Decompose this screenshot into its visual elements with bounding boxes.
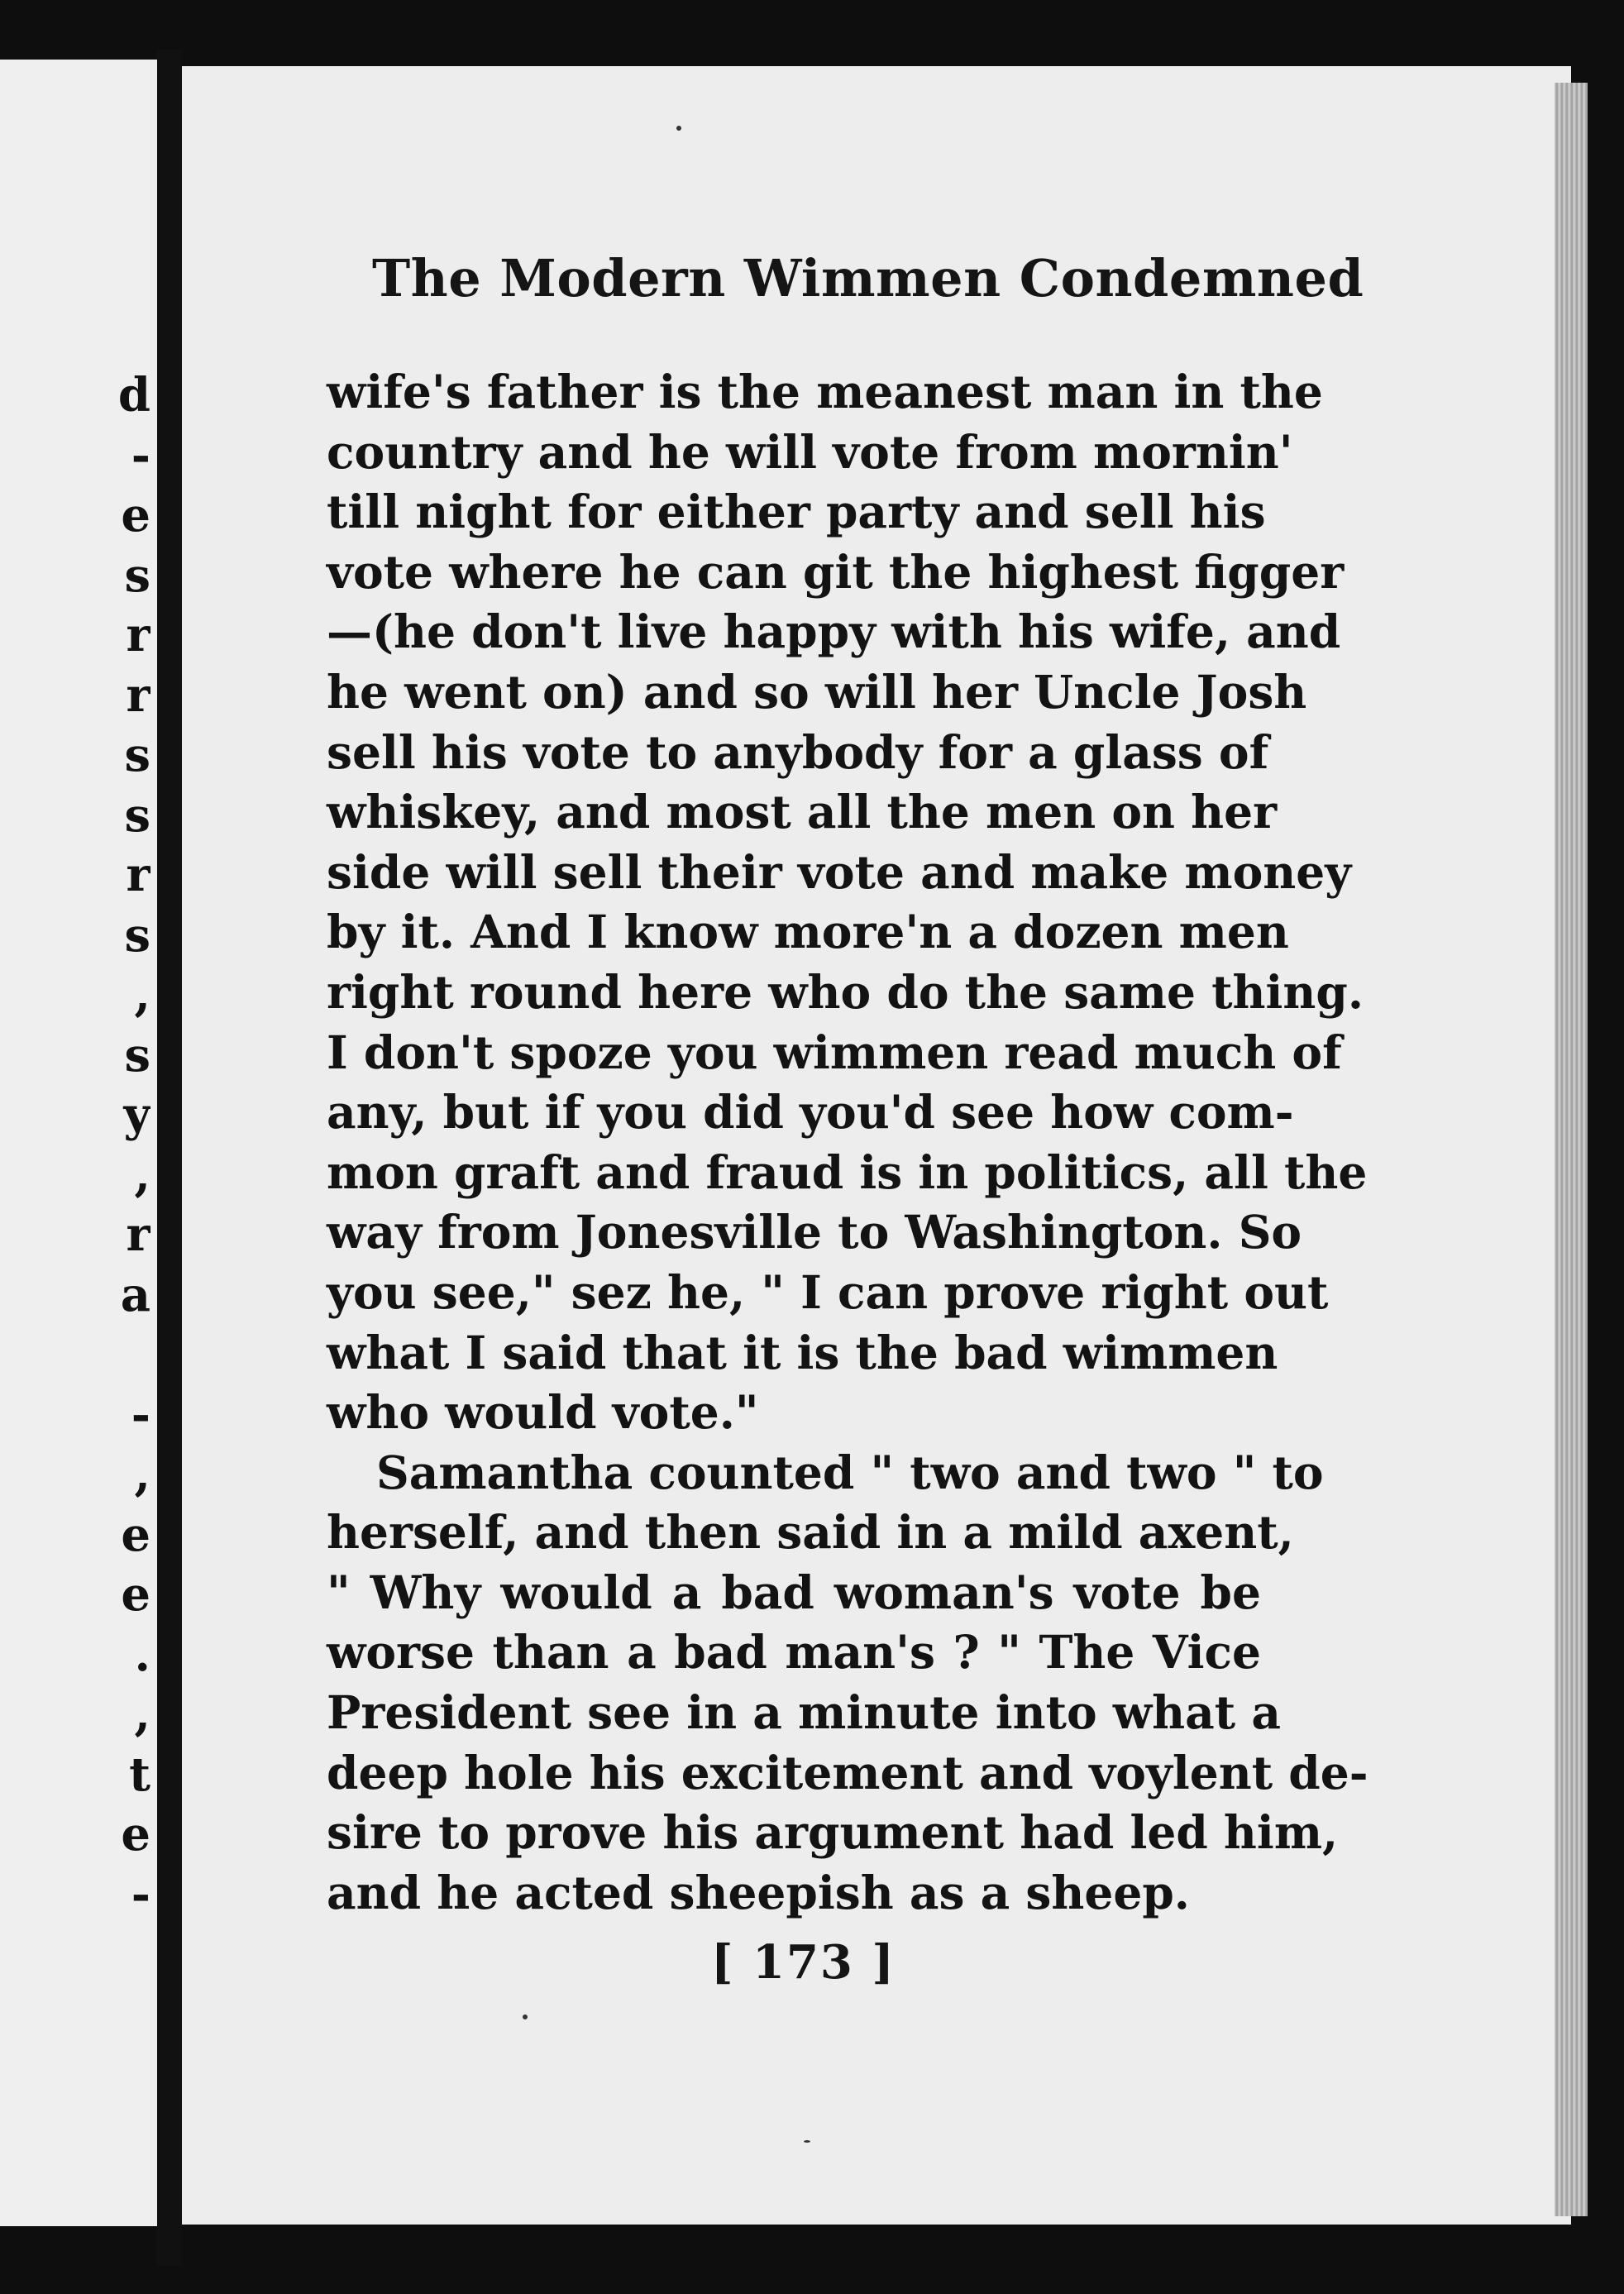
fragment-line: t xyxy=(129,1747,150,1802)
fragment-line: s xyxy=(124,787,150,843)
fragment-line: , xyxy=(134,1687,150,1742)
fragment-line: e xyxy=(121,1807,150,1861)
fragment-line: r xyxy=(126,848,150,902)
body-text xyxy=(327,362,1368,1923)
fragment-line: e xyxy=(121,1567,150,1622)
running-head: The Modern Wimmen Condemned xyxy=(372,248,1364,308)
text-line: President see in a minute into what a xyxy=(327,1685,1281,1740)
fragment-line: e xyxy=(121,1507,150,1562)
text-line: country and he will vote from mornin' xyxy=(327,424,1293,479)
text-line: worse than a bad man's ? " The Vice xyxy=(327,1625,1261,1680)
text-line: who would vote." xyxy=(327,1385,759,1440)
dust-speck xyxy=(676,126,681,131)
fragment-line xyxy=(101,1325,150,1385)
previous-page-text-fragment xyxy=(101,366,157,1924)
fragment-line: , xyxy=(134,968,150,1022)
text-line: way from Jonesville to Washington. So xyxy=(327,1205,1302,1259)
text-line: and he acted sheepish as a sheep. xyxy=(327,1865,1190,1919)
text-line: side will sell their vote and make money xyxy=(327,844,1352,899)
text-line: by it. And I know more'n a dozen men xyxy=(327,905,1289,959)
fragment-line: e xyxy=(121,488,150,542)
text-line: sell his vote to anybody for a glass of xyxy=(327,724,1269,779)
book-gutter xyxy=(157,50,182,2266)
dust-speck xyxy=(804,2140,810,2143)
text-line: you see," sez he, " I can prove right out xyxy=(327,1264,1329,1319)
fragment-line: - xyxy=(131,1387,150,1442)
text-line: any, but if you did you'd see how com- xyxy=(327,1085,1294,1140)
fragment-line: y xyxy=(123,1087,150,1142)
text-line: he went on) and so will her Uncle Josh xyxy=(327,664,1307,719)
fragment-line: - xyxy=(131,1866,150,1922)
dust-speck xyxy=(523,2014,528,2019)
fragment-line: a xyxy=(120,1267,150,1322)
text-line: deep hole his excitement and voylent de- xyxy=(327,1745,1368,1799)
fragment-line: r xyxy=(126,608,150,662)
fragment-line: s xyxy=(124,907,150,963)
page-edge-stack xyxy=(1555,83,1588,2216)
text-line: mon graft and fraud is in politics, all the xyxy=(327,1145,1368,1199)
text-line: till night for either party and sell his xyxy=(327,485,1266,539)
text-line: —(he don't live happy with his wife, and xyxy=(327,605,1341,659)
text-line: I don't spoze you wimmen read much of xyxy=(327,1025,1342,1079)
text-line: vote where he can git the highest figger xyxy=(327,544,1345,599)
fragment-line: , xyxy=(134,1447,150,1502)
text-line: " Why would a bad woman's vote be xyxy=(327,1565,1261,1619)
text-line: whiskey, and most all the men on her xyxy=(327,785,1278,839)
text-line: sire to prove his argument had led him, xyxy=(327,1805,1339,1860)
fragment-line: . xyxy=(134,1627,150,1682)
text-line: Samantha counted " two and two " to xyxy=(376,1445,1324,1499)
fragment-line: s xyxy=(124,547,150,603)
fragment-line: d xyxy=(117,368,150,423)
previous-page xyxy=(0,60,157,2226)
text-line: wife's father is the meanest man in the xyxy=(327,365,1323,418)
fragment-line: - xyxy=(131,428,150,483)
fragment-line: s xyxy=(124,728,150,782)
text-line: herself, and then said in a mild axent, xyxy=(327,1505,1294,1560)
fragment-line: r xyxy=(126,1207,150,1262)
text-line: right round here who do the same thing. xyxy=(327,964,1364,1019)
text-line: what I said that it is the bad wimmen xyxy=(327,1325,1278,1379)
page-number: [ 173 ] xyxy=(711,1935,896,1990)
fragment-line: , xyxy=(134,1147,150,1202)
fragment-line: r xyxy=(126,667,150,723)
fragment-line: s xyxy=(124,1027,150,1082)
